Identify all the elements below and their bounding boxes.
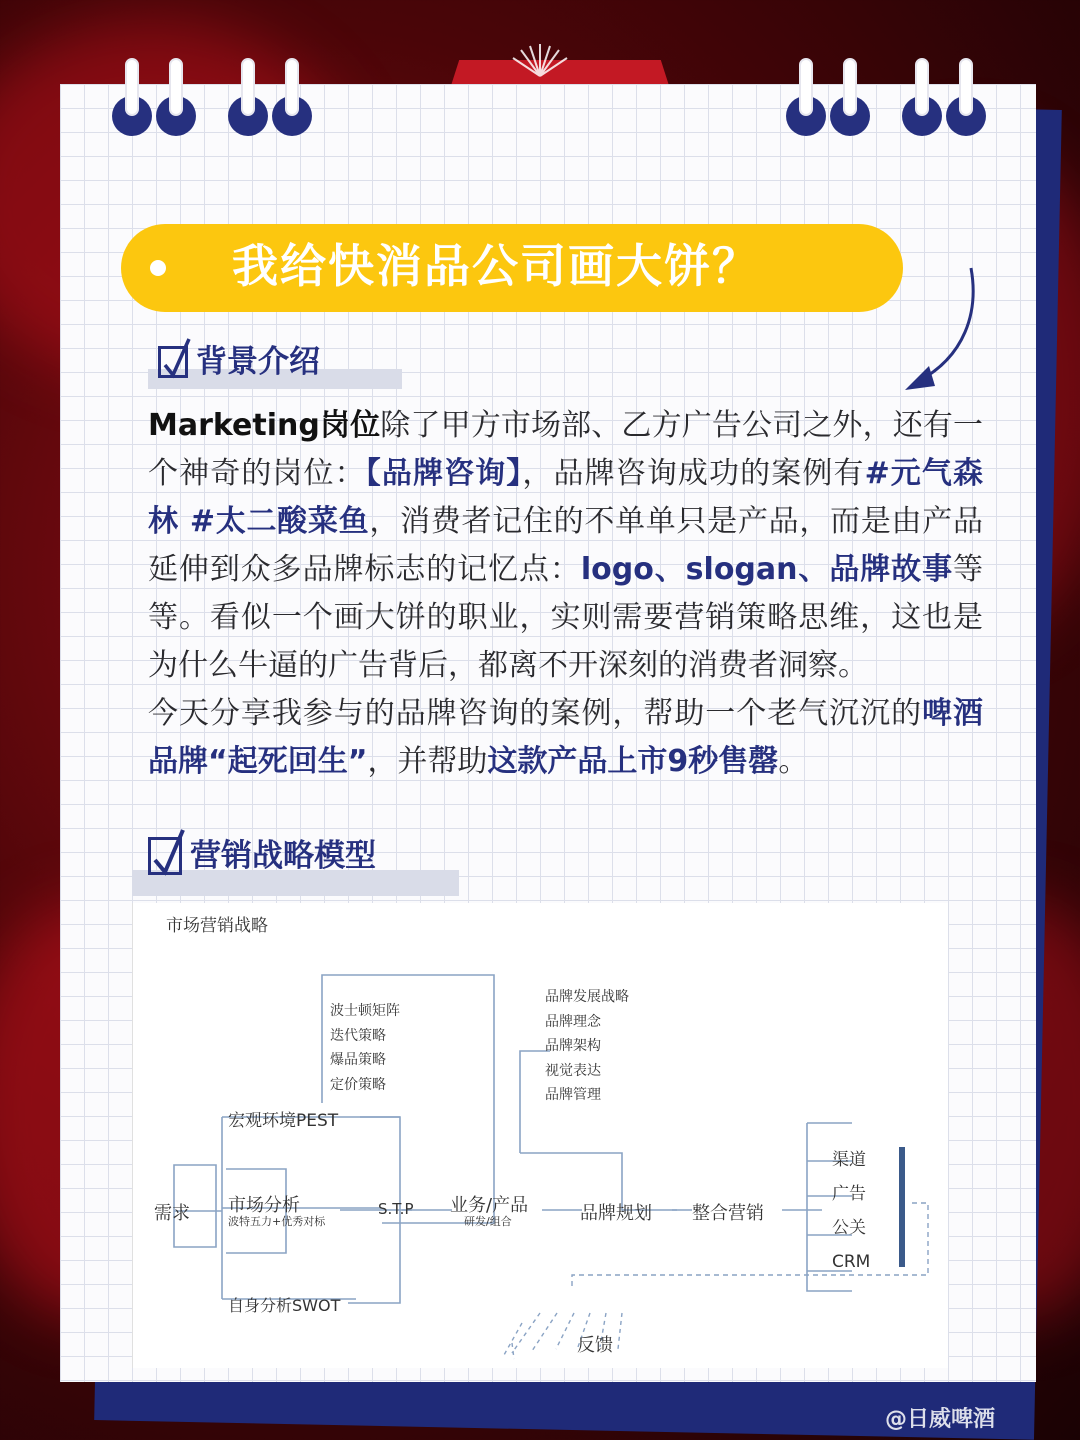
checkbox-icon <box>158 346 188 378</box>
section-heading-model <box>148 834 376 878</box>
text: 。 <box>778 744 809 779</box>
node-self-analysis: 自身分析SWOT <box>228 1296 341 1315</box>
binder-ring <box>786 58 826 136</box>
node-macro: 宏观环境PEST <box>228 1111 339 1131</box>
node-market: 市场分析 <box>228 1195 300 1216</box>
text-highlight: 这款产品上市9秒售罄 <box>487 744 779 779</box>
node-stp: S.T.P <box>378 1200 414 1218</box>
node-business: 业务/产品 <box>450 1195 529 1216</box>
text: ，并帮助 <box>367 744 488 779</box>
text: ，品牌咨询成功的案例有 <box>522 456 865 491</box>
text: 等等。看似一个画大饼的职业，实则需要营销策略思维，这也是为什么牛逼的广告背后，都离不开深刻的消费者洞察。 <box>148 552 984 683</box>
brand-list <box>545 985 629 1108</box>
list-item: 迭代策略 <box>330 1027 386 1044</box>
crown-icon <box>505 40 575 80</box>
node-business-sub: 研发/组合 <box>464 1215 512 1228</box>
binder-ring <box>156 58 196 136</box>
article-body <box>148 402 983 786</box>
marketing-strategy-diagram <box>132 903 948 1368</box>
section-title: 营销战略模型 <box>190 838 376 874</box>
text-highlight: logo、slogan、品牌故事 <box>580 552 954 587</box>
list-item: 品牌理念 <box>545 1013 601 1030</box>
node-brand-plan: 品牌规划 <box>580 1203 652 1224</box>
binder-ring <box>112 58 152 136</box>
strategy-list <box>330 999 400 1097</box>
binder-ring <box>902 58 942 136</box>
binder-ring <box>272 58 312 136</box>
binder-ring <box>946 58 986 136</box>
text-bold: Marketing岗位 <box>148 408 381 443</box>
bullet-dot <box>150 260 166 276</box>
node-demand: 需求 <box>154 1203 190 1224</box>
text-highlight: 【品牌咨询】 <box>365 456 523 491</box>
section-title: 背景介绍 <box>196 344 320 380</box>
node-feedback: 反馈 <box>577 1335 613 1356</box>
node-market-sub: 波特五力+优秀对标 <box>228 1215 326 1228</box>
node-integrated: 整合营销 <box>692 1203 764 1224</box>
list-item: 公关 <box>832 1218 866 1238</box>
text-highlight: 啤酒品牌“起死回生” <box>148 696 984 779</box>
checkbox-icon <box>148 837 182 875</box>
list-item: CRM <box>832 1252 871 1272</box>
text: 今天分享我参与的品牌咨询的案例，帮助一个老气沉沉的 <box>148 696 923 731</box>
watermark: @日威啤酒 <box>885 1407 996 1432</box>
section-heading-background <box>158 340 320 384</box>
channel-list <box>832 1143 870 1279</box>
list-item: 品牌架构 <box>545 1038 601 1054</box>
text: ，消费者记住的不单单只是产品，而是由产品延伸到众多品牌标志的记忆点： <box>148 504 983 587</box>
binder-ring <box>830 58 870 136</box>
diagram-title: 市场营销战略 <box>166 916 268 936</box>
list-item: 爆品策略 <box>330 1052 386 1068</box>
list-item: 品牌发展战略 <box>545 989 629 1005</box>
binder-ring <box>228 58 268 136</box>
curved-arrow-icon <box>895 262 985 397</box>
page-title: 我给快消品公司画大饼？ <box>232 239 760 293</box>
list-item: 品牌管理 <box>545 1087 601 1103</box>
list-item: 定价策略 <box>330 1076 386 1093</box>
text: 除了甲方市场部、乙方广告公司之外，还有一个神奇的岗位： <box>148 408 984 491</box>
list-item: 广告 <box>832 1184 866 1204</box>
list-item: 波士顿矩阵 <box>330 1003 400 1019</box>
hashtag-text: #元气森林 #太二酸菜鱼 <box>148 456 984 539</box>
paragraph <box>148 402 983 690</box>
list-item: 视觉表达 <box>545 1062 601 1079</box>
list-item: 渠道 <box>832 1150 866 1170</box>
paragraph <box>148 690 983 786</box>
